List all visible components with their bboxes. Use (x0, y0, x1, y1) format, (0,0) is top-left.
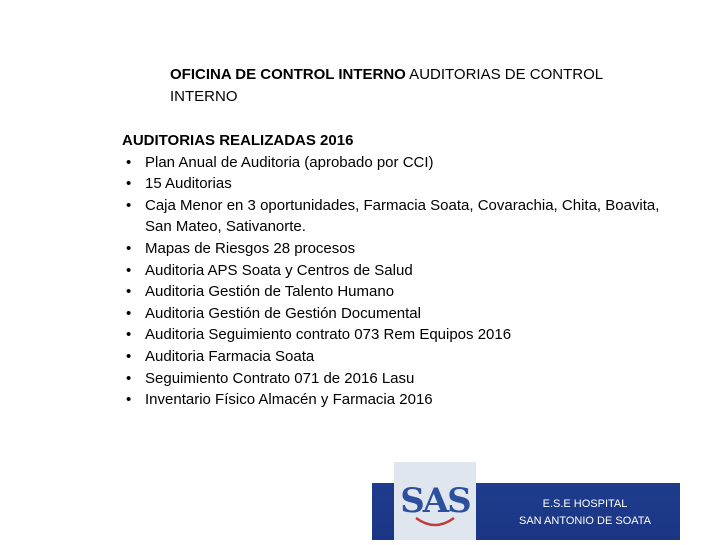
bullet-icon: • (126, 283, 132, 301)
list-item-text: Plan Anual de Auditoria (aprobado por CCI) (145, 153, 434, 171)
list-item (122, 152, 662, 174)
sas-monogram-icon (394, 462, 476, 540)
title-bold: OFICINA DE CONTROL INTERNO (170, 66, 406, 83)
section-heading: AUDITORIAS REALIZADAS 2016 (122, 132, 354, 149)
hospital-name-line2: SAN ANTONIO DE SOATA (518, 515, 652, 527)
bullet-icon: • (126, 369, 132, 387)
list-item (122, 260, 662, 282)
list-item-text: Seguimiento Contrato 071 de 2016 Lasu (145, 369, 415, 387)
title-rest: AUDITORIAS DE CONTROL INTERNO (170, 66, 603, 105)
list-item-text: Auditoria Gestión de Talento Humano (145, 283, 395, 301)
list-item (122, 368, 662, 390)
list-item (122, 238, 662, 260)
audits-section (122, 130, 662, 411)
list-item (122, 324, 662, 346)
list-item (122, 173, 662, 195)
bullet-icon: • (126, 391, 132, 409)
list-item (122, 281, 662, 303)
list-item-text: Auditoria Farmacia Soata (145, 347, 315, 365)
list-item (122, 303, 662, 325)
bullet-icon: • (126, 261, 132, 279)
page-title (170, 64, 640, 108)
hospital-name (500, 496, 670, 530)
list-item-text: Auditoria Seguimiento contrato 073 Rem Equipos 2016 (145, 326, 512, 344)
logo-monogram: SAS (400, 481, 470, 521)
bullet-icon: • (126, 239, 132, 257)
list-item-text: Mapas de Riesgos 28 procesos (145, 239, 356, 257)
list-item-text: Caja Menor en 3 oportunidades, Farmacia Soata, Covarachia, Chita, Boavita, San Mateo, Sativanorte. (145, 196, 660, 236)
list-item (122, 346, 662, 368)
bullet-icon: • (126, 196, 132, 214)
bullet-icon: • (126, 326, 132, 344)
list-item (122, 195, 662, 238)
hospital-logo (394, 462, 476, 540)
audits-list (122, 152, 662, 411)
list-item (122, 389, 662, 411)
list-item-text: Auditoria APS Soata y Centros de Salud (145, 261, 413, 279)
list-item-text: Inventario Físico Almacén y Farmacia 2016 (145, 391, 433, 409)
bullet-icon: • (126, 304, 132, 322)
bullet-icon: • (126, 153, 132, 171)
bullet-icon: • (126, 347, 132, 365)
list-item-text: 15 Auditorias (145, 175, 232, 193)
bullet-icon: • (126, 175, 132, 193)
hospital-name-line1: E.S.E HOSPITAL (542, 498, 628, 510)
list-item-text: Auditoria Gestión de Gestión Documental (145, 304, 421, 322)
